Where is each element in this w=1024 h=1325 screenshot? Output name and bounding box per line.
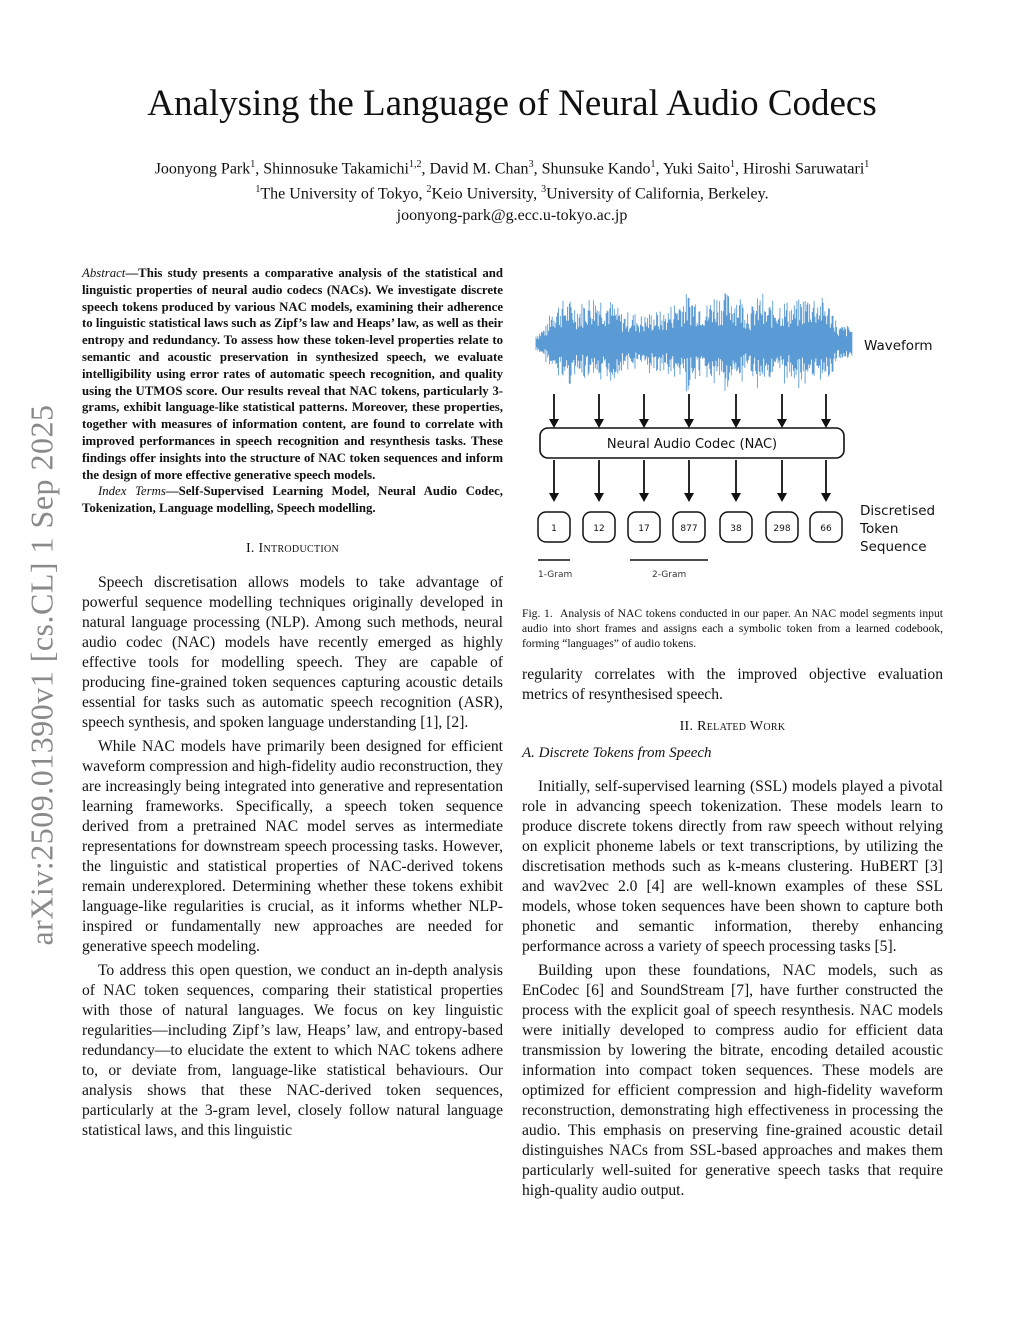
arrow-head xyxy=(731,493,741,502)
gram2-label: 2-Gram xyxy=(652,570,687,580)
section-heading-introduction: I. Introduction xyxy=(245,540,340,556)
token-box xyxy=(720,512,752,542)
author-name: Shinnosuke Takamichi xyxy=(263,160,409,178)
arrow-head xyxy=(777,419,787,428)
gram1-label: 1-Gram xyxy=(538,570,573,580)
token-sequence xyxy=(538,512,842,542)
input-arrows xyxy=(549,394,831,428)
token-box xyxy=(766,512,798,542)
affiliation: The University of Tokyo xyxy=(260,185,419,203)
token-box xyxy=(583,512,615,542)
related-paragraph: Initially, self-supervised learning (SSL) models played a pivotal role in advancing speech tokenization. These models learn to produce discrete tokens directly from raw speech without relying on explicit phoneme labels or text transcriptions, by utilizing the discretisation methods such as k-means clustering. HuBERT [3] and wav2vec 2.0 [4] are well-known examples of these SSL models, whose token sequences have been shown to capture both phonetic and semantic information, thereby enhancing performance across a variety of speech processing tasks [5]. xyxy=(522,778,943,955)
token-value: 38 xyxy=(730,524,742,534)
figure-caption: Fig. 1. Analysis of NAC tokens conducted in our paper. An NAC model segments input audio into short frames and assigns each a symbolic token from a learned codebook, forming “languages” of audio tokens. xyxy=(522,607,943,650)
arrow-head xyxy=(684,419,694,428)
arrow-head xyxy=(821,419,831,428)
figure-1 xyxy=(522,268,952,588)
author-name: Hiroshi Saruwatari xyxy=(742,160,865,178)
section-heading-related-work: II. Related Work xyxy=(679,719,786,734)
author-name: David M. Chan xyxy=(429,160,529,178)
arrow-head xyxy=(639,419,649,428)
arrow-head xyxy=(549,493,559,502)
sequence-label-line: Token xyxy=(860,521,899,537)
abstract: Abstract—This study presents a comparative analysis of the statistical and linguistic properties of neural audio codecs (NACs). We investigate discrete speech tokens produced by various NAC models, examining their adherence to linguistic statistical laws such as Zipf’s law and Heaps’ law, as well as their entropy and redundancy. To assess how these token-level properties relate to semantic and acoustic preservation in synthesized speech, we evaluate intelligibility using error rates of automatic speech recognition, and quality using the UTMOS score. Our results reveal that NAC tokens, particularly 3-grams, exhibit language-like statistical patterns. Moreover, these properties, together with measures of information content, are found to correlate with improved performances in speech recognition and resynthesis tasks. These findings offer insights into the structure of NAC token sequences and inform the design of more effective generative speech models. xyxy=(82,266,503,482)
arxiv-sidebar xyxy=(14,380,70,970)
paper-title: Analysing the Language of Neural Audio Codecs xyxy=(147,83,877,124)
sequence-label-line: Discretised xyxy=(860,503,936,519)
token-value: 66 xyxy=(820,524,832,534)
arrow-head xyxy=(639,493,649,502)
affiliation-list: $^1$The University of Tokyo, $^2$Keio University, $^3$University of California, Berkeley. xyxy=(255,184,769,203)
author-block xyxy=(60,154,964,226)
intro-paragraph: While NAC models have primarily been designed for efficient waveform compression and high-fidelity audio reconstruction, they are increasingly being integrated into generative and representation learning frameworks. Specifically, a speech token sequence derived from a pretrained NAC model serves as intermediate representations for downstream speech processing tasks. However, the linguistic and statistical properties of NAC-derived tokens remain underexplored. Determining whether these tokens exhibit language-like regularities is crucial, as it informs whether NLP-inspired or fundamentally new approaches are needed for generative speech modeling. xyxy=(82,737,503,955)
arrow-head xyxy=(594,419,604,428)
token-value: 17 xyxy=(638,524,650,534)
token-value: 877 xyxy=(680,524,698,534)
index-terms: Index Terms—Self-Supervised Learning Model, Neural Audio Codec, Tokenization, Language modelling, Speech modelling. xyxy=(82,484,503,516)
intro-paragraph: To address this open question, we conduct an in-depth analysis of NAC token sequences, comparing their statistical properties with those of natural languages. We focus on key linguistic regularities—including Zipf’s law, Heaps’ law, and entropy-based redundancy—to elucidate the extent to which NAC tokens adhere to, or deviate from, language-like statistical behaviours. Our analysis shows that these NAC-derived token sequences, particularly at the 3-gram level, closely follow natural language statistical laws, and this linguistic xyxy=(82,961,503,1139)
nac-diagram xyxy=(522,268,952,588)
arrow-head xyxy=(821,493,831,502)
token-value: 1 xyxy=(551,524,557,534)
related-paragraph: Building upon these foundations, NAC models, such as EnCodec [6] and SoundStream [7], have further constructed the process with the explicit goal of speech resynthesis. NAC models were initially developed to compress audio for efficient data transmission by lowering the bitrate, encoding detailed acoustic information into compact token sequences. These models are optimized for efficient compression and high-fidelity waveform reconstruction, demonstrating high effectiveness in processing the audio. This emphasis on preserving fine-grained acoustic detail distinguishes NACs from SSL-based approaches and makes them particularly well-suited for generative speech tasks that require high-quality audio output. xyxy=(522,962,943,1199)
sequence-label-line: Sequence xyxy=(860,539,927,555)
token-value: 298 xyxy=(773,524,791,534)
affiliation: University of California, Berkeley. xyxy=(546,185,769,203)
output-arrows xyxy=(549,460,831,502)
author-name: Joonyong Park xyxy=(154,160,251,178)
token-box xyxy=(810,512,842,542)
author-email[interactable]: joonyong-park@g.ecc.u-tokyo.ac.jp xyxy=(396,206,628,224)
intro-continuation: regularity correlates with the improved objective evaluation metrics of resynthesised speech. xyxy=(522,666,943,703)
token-box xyxy=(628,512,660,542)
subsection-heading: A. Discrete Tokens from Speech xyxy=(522,745,712,761)
arrow-head xyxy=(731,419,741,428)
nac-label: Neural Audio Codec (NAC) xyxy=(606,437,778,452)
right-column xyxy=(522,665,943,1205)
token-box xyxy=(673,512,705,542)
token-box xyxy=(538,512,570,542)
token-value: 12 xyxy=(593,524,605,534)
left-column xyxy=(82,265,503,1145)
author-list: Joonyong Park$^1$, Shinnosuke Takamichi$^{1,2}$, David M. Chan$^3$, Shunsuke Kando$^1$, Yuki Saito$^1$, Hiroshi Saruwatari$^1$ xyxy=(154,159,870,178)
arrow-head xyxy=(684,493,694,502)
waveform-signal xyxy=(536,293,852,391)
arxiv-id: arXiv:2509.01390v1 [cs.CL] 1 Sep 2025 xyxy=(23,404,60,946)
waveform-label: Waveform xyxy=(864,338,933,354)
arrow-head xyxy=(594,493,604,502)
arrow-head xyxy=(549,419,559,428)
author-name: Yuki Saito xyxy=(662,160,730,178)
intro-paragraph: Speech discretisation allows models to take advantage of powerful sequence modelling techniques originally developed in natural language processing (NLP). Among such methods, neural audio codec (NAC) models have recently emerged as highly effective tools for modelling speech. They are capable of producing fine-grained token sequences capturing acoustic details essential for tasks such as automatic speech recognition (ASR), speech synthesis, and spoken language understanding [1], [2]. xyxy=(82,573,503,731)
author-name: Shunsuke Kando xyxy=(541,160,651,178)
arrow-head xyxy=(777,493,787,502)
affiliation: Keio University xyxy=(431,185,534,203)
waveform-plot xyxy=(536,293,852,391)
